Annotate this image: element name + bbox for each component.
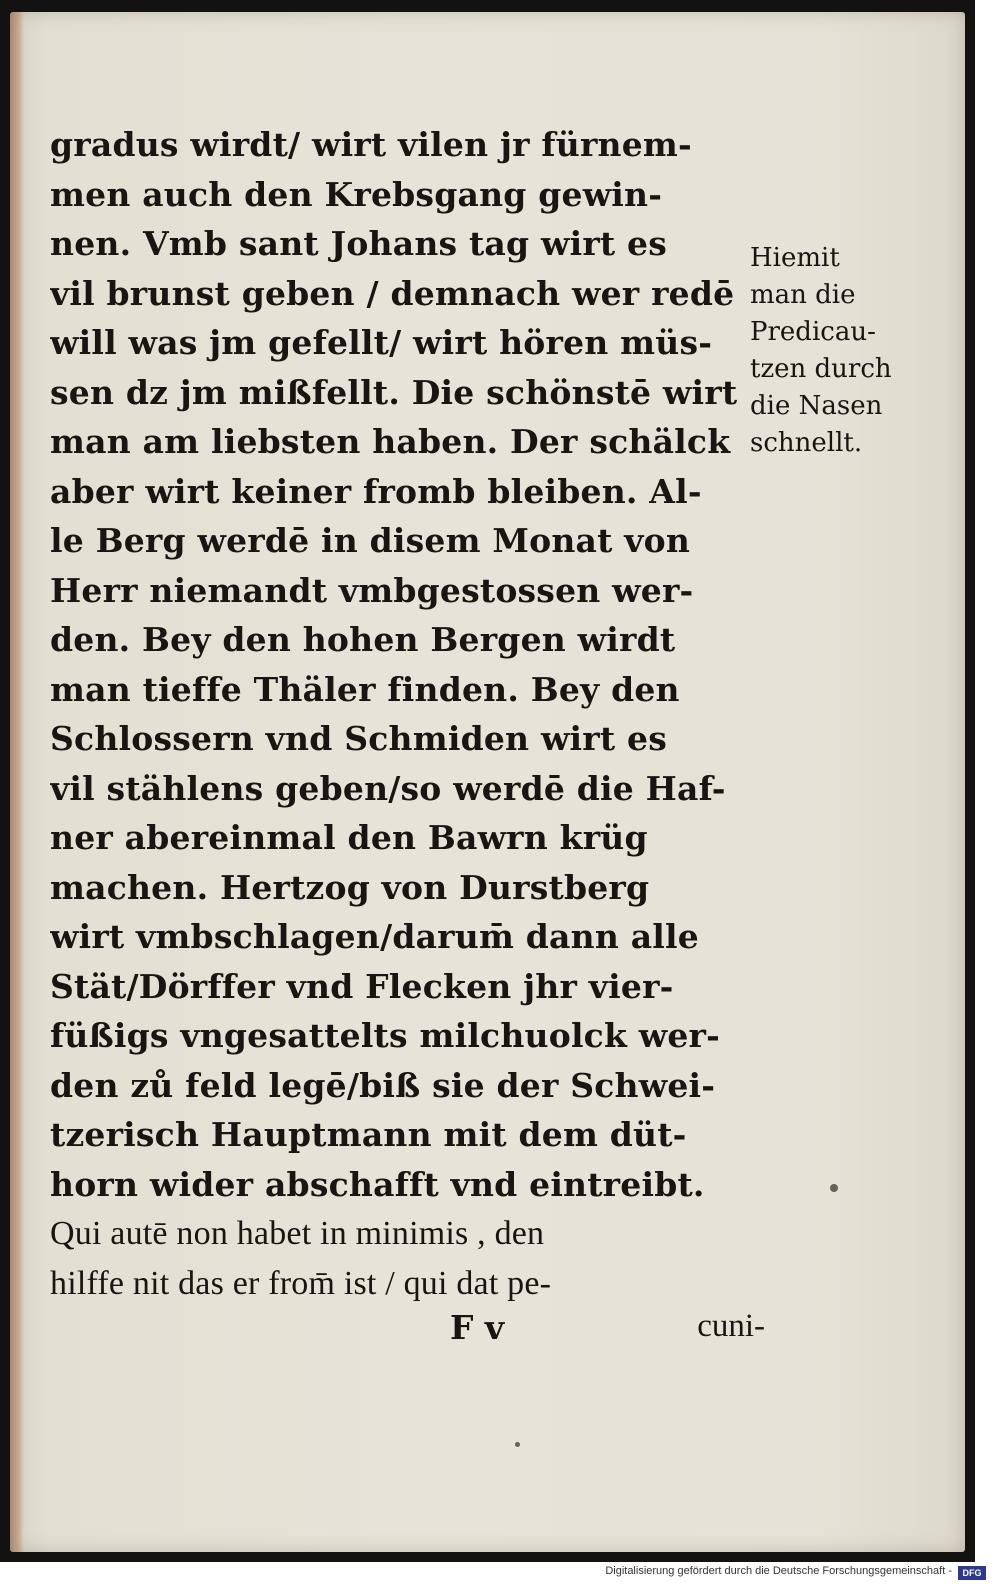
text-line: füßigs vngesattelts milchuolck wer- xyxy=(50,1016,721,1055)
text-line: machen. Hertzog von Durstberg xyxy=(50,867,650,907)
text-line: man am liebsten haben. Der schälck xyxy=(50,422,731,461)
text-line: will was jm gefellt/ wirt hören müs- xyxy=(50,323,713,362)
text-line: sen dz jm mißfellt. Die schönstē wirt xyxy=(50,372,738,412)
dfg-logo: DFG xyxy=(958,1566,986,1580)
margin-note-line: Predicau- xyxy=(750,317,876,347)
footer-bar xyxy=(0,1562,1000,1586)
main-text-block xyxy=(50,120,770,1308)
signature-mark: F v xyxy=(450,1308,505,1347)
text-line-latin: hilffe nit das er from̄ ist / qui dat pe- xyxy=(50,1264,552,1302)
text-line: horn wider abschafft vnd eintreibt. xyxy=(50,1164,705,1204)
text-line: man tieffe Thäler finden. Bey den xyxy=(50,669,680,709)
text-line: den zů feld legē/biß sie der Schwei- xyxy=(50,1065,716,1105)
text-line: Schlossern vnd Schmiden wirt es xyxy=(50,719,667,758)
text-line: nen. Vmb sant Johans tag wirt es xyxy=(50,224,668,263)
footer-credit: Digitalisierung gefördert durch die Deutsche Forschungsgemeinschaft - xyxy=(605,1565,952,1577)
catchword: cuni- xyxy=(697,1308,765,1344)
margin-note-line: Hiemit xyxy=(750,243,840,273)
paper-speck xyxy=(830,1184,838,1192)
book-page xyxy=(10,12,965,1552)
paper-speck xyxy=(515,1442,520,1447)
text-line: den. Bey den hohen Bergen wirdt xyxy=(50,620,676,659)
margin-note-line: tzen durch xyxy=(750,354,892,384)
text-line: vil stählens geben/so werdē die Haf- xyxy=(50,768,726,808)
margin-note-line: die Nasen xyxy=(750,391,883,421)
text-line: gradus wirdt/ wirt vilen jr fürnem- xyxy=(50,125,692,164)
margin-note xyxy=(750,240,950,462)
text-line: Herr niemandt vmbgestossen wer- xyxy=(50,570,694,610)
margin-note-line: schnellt. xyxy=(750,428,863,458)
text-line-latin: Qui autē non habet in minimis , den xyxy=(50,1215,545,1252)
text-line: Stät/Dörffer vnd Flecken jhr vier- xyxy=(50,966,674,1006)
text-line: men auch den Krebsgang gewin- xyxy=(50,174,663,214)
text-line: ner abereinmal den Bawrn krüg xyxy=(50,818,648,857)
text-line: le Berg werdē in disem Monat von xyxy=(50,521,691,560)
text-line: wirt vmbschlagen/darum̄ dann alle xyxy=(50,917,699,956)
text-line: vil brunst geben / demnach wer redē xyxy=(50,273,735,313)
margin-note-line: man die xyxy=(750,280,856,310)
text-line: aber wirt keiner fromb bleiben. Al- xyxy=(50,471,702,511)
page-spine-edge xyxy=(10,12,24,1552)
text-line: tzerisch Hauptmann mit dem düt- xyxy=(50,1115,687,1154)
catchline xyxy=(50,1308,770,1358)
